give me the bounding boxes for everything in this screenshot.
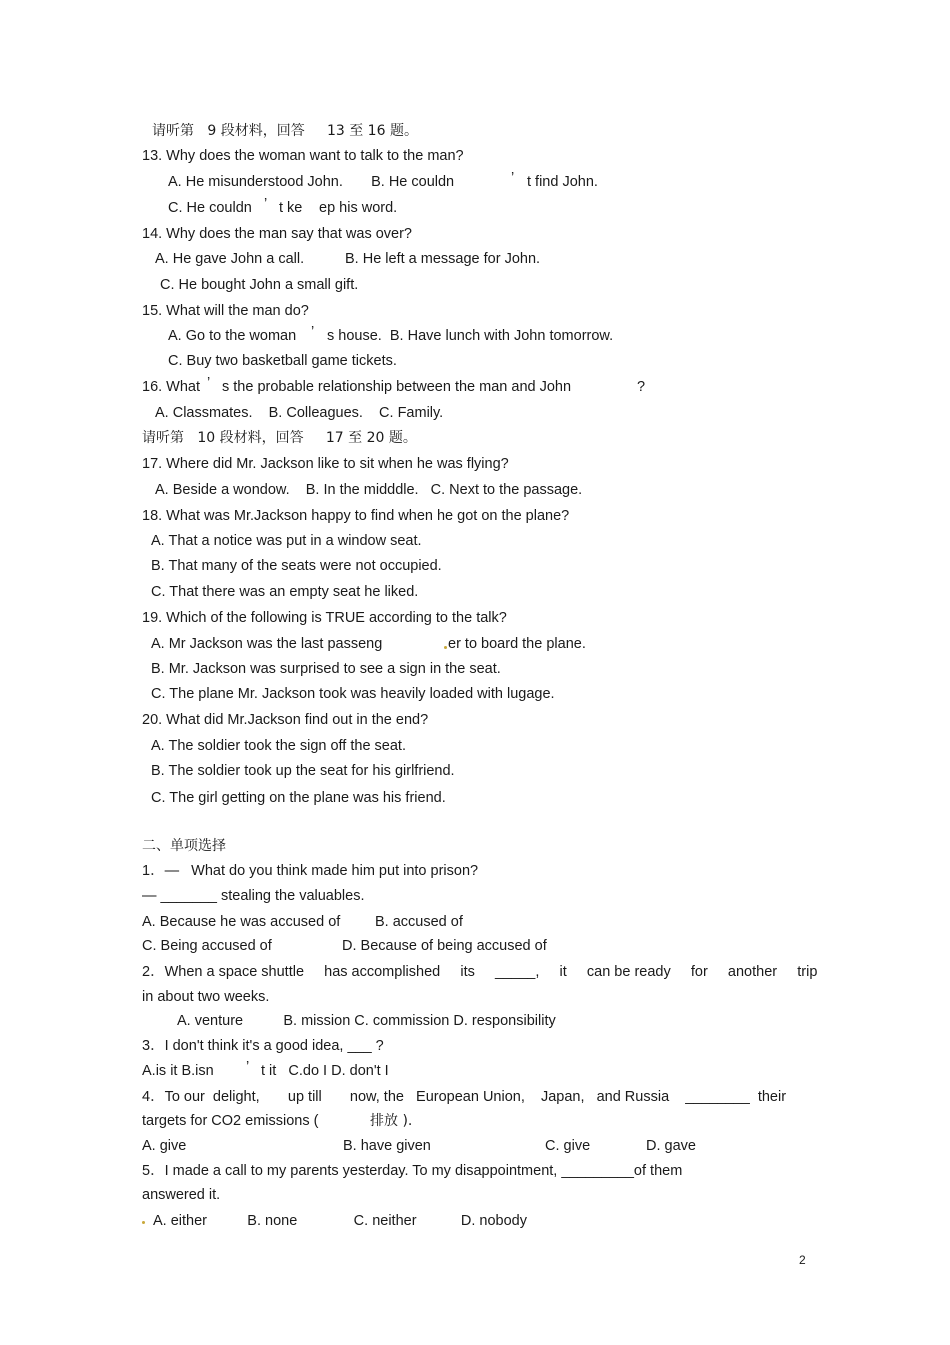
mc-question-4-note: 排放 ).: [370, 1113, 413, 1129]
q14-option-b: B. He left a message for John.: [345, 251, 541, 267]
section-instruction-10: 请听第 10 段材料，回答 17 至 20 题。: [142, 430, 417, 446]
q13-option-c-part: t ke: [279, 200, 303, 216]
question-20: 20. What did Mr.Jackson find out in the end?: [142, 712, 429, 728]
scan-mark: [444, 646, 447, 649]
mc1-option-c: C. Being accused of: [142, 938, 272, 954]
mc-question-2-cont: in about two weeks.: [142, 989, 270, 1005]
q15-option-a: A. Go to the woman: [168, 328, 297, 344]
q20-option-c: C. The girl getting on the plane was his friend.: [151, 790, 446, 806]
q20-option-a: A. The soldier took the sign off the seat.: [151, 738, 406, 754]
q16-options: A. Classmates. B. Colleagues. C. Family.: [155, 405, 444, 421]
q17-options: A. Beside a wondow. B. In the midddle. C. Next to the passage.: [155, 482, 583, 498]
q14-option-a: A. He gave John a call.: [155, 251, 305, 267]
mc-question-3: 3．I don't think it's a good idea, ___ ?: [142, 1038, 384, 1054]
q14-option-c: C. He bought John a small gift.: [160, 277, 359, 293]
section-heading-single-choice: 二、单项选择: [142, 838, 226, 854]
question-16: 16. What: [142, 379, 201, 395]
q15-options-rest: s house. B. Have lunch with John tomorrow.: [327, 328, 614, 344]
question-13: 13. Why does the woman want to talk to the man?: [142, 148, 464, 164]
mc-question-4-cont: targets for CO2 emissions (: [142, 1113, 319, 1129]
section-instruction-9: 请听第 9 段材料，回答 13 至 16 题。: [152, 123, 418, 139]
mc2-options: A. venture B. mission C. commission D. responsibility: [177, 1013, 556, 1029]
page-number: 2: [799, 1253, 806, 1267]
mc3-options: A.is it B.isn: [142, 1063, 214, 1079]
q15-option-c: C. Buy two basketball game tickets.: [168, 353, 397, 369]
mc4-option-d: D. gave: [646, 1138, 696, 1154]
apostrophe: ’: [511, 170, 515, 186]
question-16-rest: s the probable relationship between the man and John: [222, 379, 572, 395]
mc1-option-b: B. accused of: [375, 914, 463, 930]
apostrophe: ’: [246, 1059, 250, 1075]
mc-question-1-answer-line: — _______ stealing the valuables.: [142, 888, 365, 904]
question-14: 14. Why does the man say that was over?: [142, 226, 412, 242]
mc4-option-c: C. give: [545, 1138, 591, 1154]
question-15: 15. What will the man do?: [142, 303, 309, 319]
mc4-option-a: A. give: [142, 1138, 187, 1154]
mc4-option-b: B. have given: [343, 1138, 431, 1154]
q18-option-c: C. That there was an empty seat he liked.: [151, 584, 419, 600]
apostrophe: ’: [207, 375, 211, 391]
question-18: 18. What was Mr.Jackson happy to find when he got on the plane?: [142, 508, 570, 524]
q13-option-c-rest: ep his word.: [319, 200, 398, 216]
mc3-options-rest: t it C.do I D. don't I: [261, 1063, 389, 1079]
q20-option-b: B. The soldier took up the seat for his girlfriend.: [151, 763, 455, 779]
mc-question-4: 4．To our delight, up till now, the European Union, Japan, and Russia ________ their: [142, 1089, 787, 1105]
mc-question-2: 2．When a space shuttle has accomplished its _____, it can be ready for another trip: [142, 964, 818, 980]
q18-option-a: A. That a notice was put in a window seat.: [151, 533, 422, 549]
q19-option-a: A. Mr Jackson was the last passeng: [151, 636, 383, 652]
q19-option-c: C. The plane Mr. Jackson took was heavily loaded with lugage.: [151, 686, 555, 702]
mc-question-5-cont: answered it.: [142, 1187, 221, 1203]
apostrophe: ’: [311, 324, 315, 340]
question-19: 19. Which of the following is TRUE according to the talk?: [142, 610, 507, 626]
apostrophe: ’: [264, 196, 268, 212]
mc-question-5: 5．I made a call to my parents yesterday. To my disappointment, _________of them: [142, 1163, 683, 1179]
q18-option-b: B. That many of the seats were not occupied.: [151, 558, 442, 574]
q19-option-b: B. Mr. Jackson was surprised to see a sign in the seat.: [151, 661, 501, 677]
scan-mark: [142, 1221, 145, 1224]
question-17: 17. Where did Mr. Jackson like to sit when he was flying?: [142, 456, 509, 472]
mc-question-1: 1．— What do you think made him put into prison?: [142, 863, 479, 879]
q13-option-c: C. He couldn: [168, 200, 252, 216]
q19-option-a-rest: er to board the plane.: [448, 636, 586, 652]
mc1-option-d: D. Because of being accused of: [342, 938, 547, 954]
q13-options-line1: A. He misunderstood John. B. He couldn: [168, 174, 455, 190]
mc5-options: A. either B. none C. neither D. nobody: [153, 1213, 527, 1229]
mc1-option-a: A. Because he was accused of: [142, 914, 341, 930]
q13-option-b-rest: t find John.: [527, 174, 598, 190]
question-mark: ?: [637, 379, 646, 395]
